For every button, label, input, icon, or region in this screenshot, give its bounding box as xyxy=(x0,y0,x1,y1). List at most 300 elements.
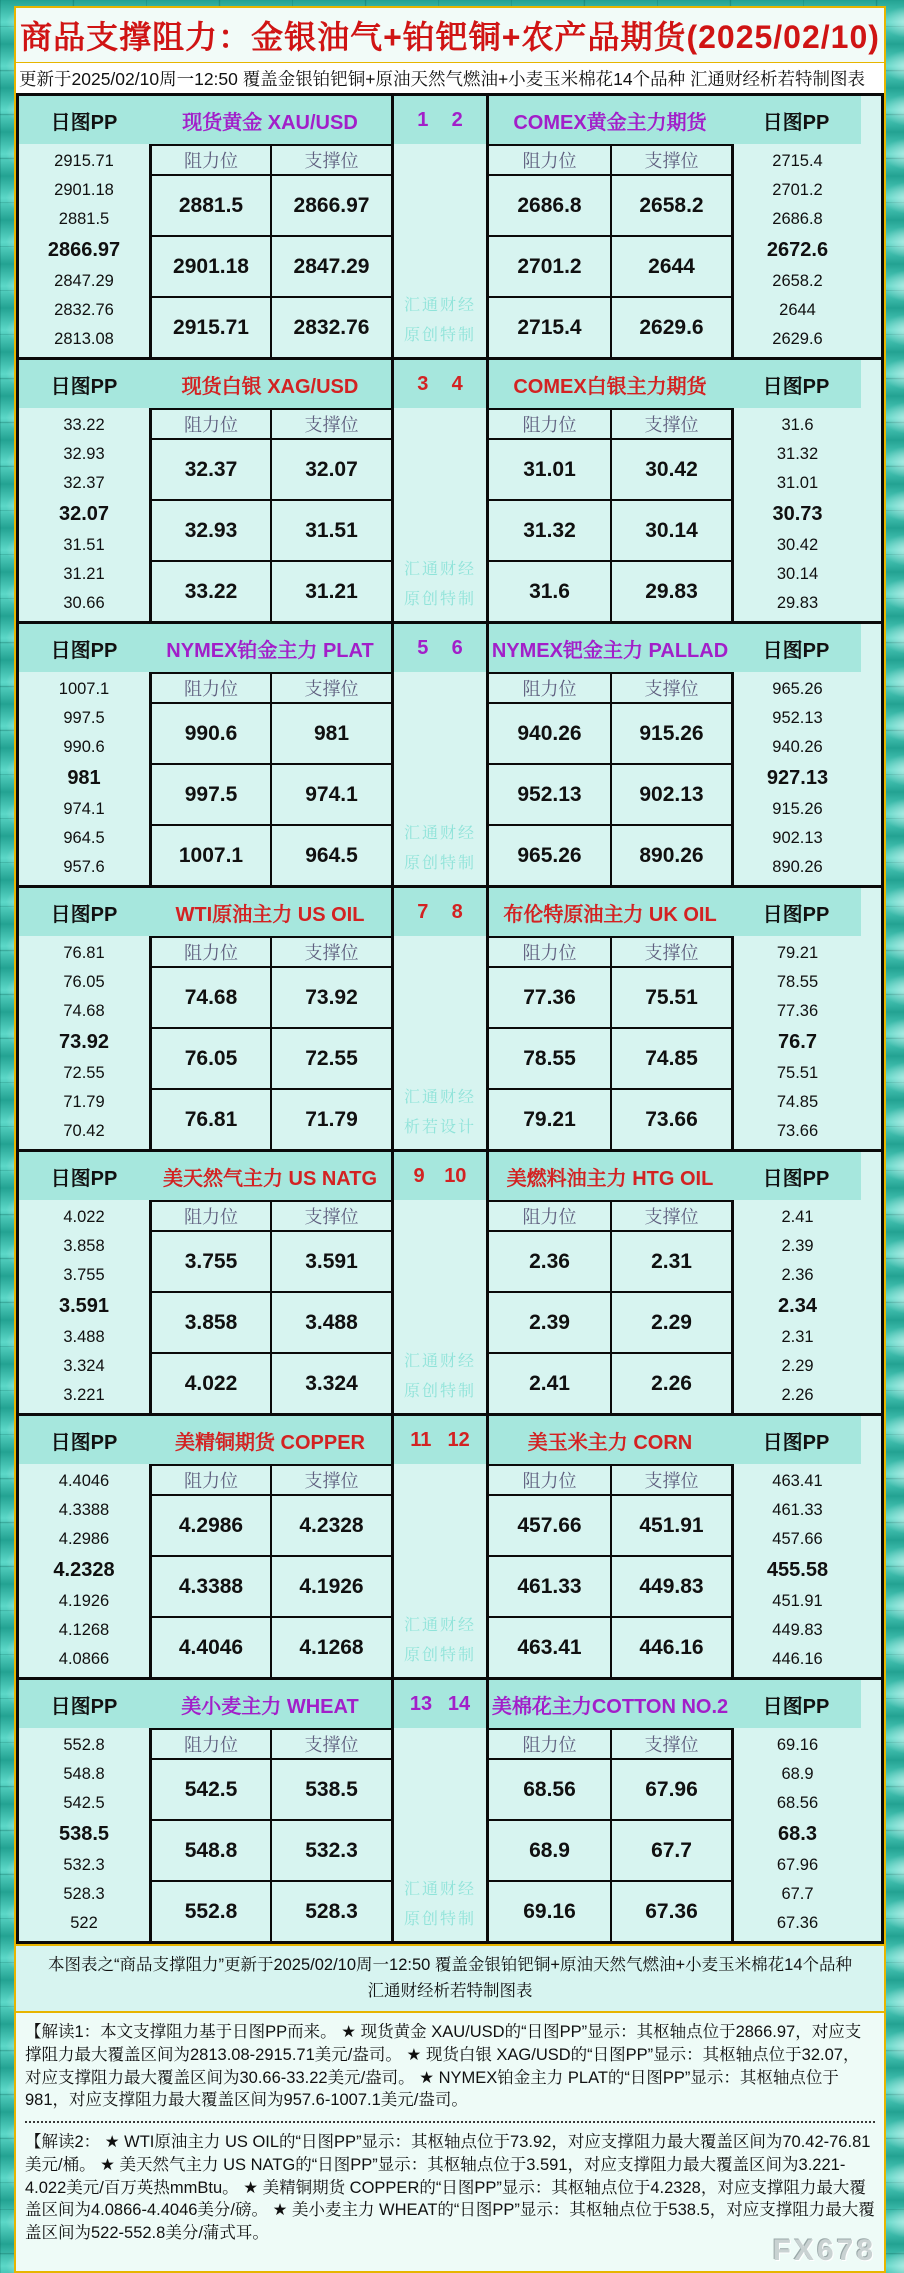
resistance-header-left: 阻力位 xyxy=(149,1728,270,1758)
resistance-header-right: 阻力位 xyxy=(489,1200,610,1230)
support-value: 4.1926 xyxy=(270,1555,391,1616)
instrument-title-right: 美燃料油主力 HTG OIL xyxy=(489,1152,731,1200)
pp-s1: 31.51 xyxy=(63,536,105,554)
title-bar xyxy=(16,8,884,62)
resistance-value: 2715.4 xyxy=(489,296,610,357)
pp-pivot: 68.3 xyxy=(778,1823,817,1845)
instrument-title-left: NYMEX铂金主力 PLAT xyxy=(149,624,391,672)
pp-levels-left xyxy=(19,408,149,621)
pp-r3: 965.26 xyxy=(772,680,823,698)
pp-header-left: 日图PP xyxy=(19,1680,149,1728)
pp-s2: 30.14 xyxy=(776,565,819,583)
resistance-value: 32.93 xyxy=(149,499,270,560)
support-header-right: 支撑位 xyxy=(610,1728,731,1758)
resistance-value: 2881.5 xyxy=(149,174,270,235)
support-value: 73.66 xyxy=(610,1088,731,1149)
pp-r2: 997.5 xyxy=(63,709,105,727)
pp-levels-left xyxy=(19,936,149,1149)
pp-r1: 940.26 xyxy=(772,738,823,756)
support-value: 451.91 xyxy=(610,1494,731,1555)
pp-r1: 457.66 xyxy=(772,1530,823,1548)
resistance-value: 31.01 xyxy=(489,438,610,499)
resistance-value: 74.68 xyxy=(149,966,270,1027)
watermark-cell xyxy=(391,1200,489,1413)
resistance-header-left: 阻力位 xyxy=(149,936,270,966)
support-value: 2658.2 xyxy=(610,174,731,235)
pp-s1: 30.42 xyxy=(776,536,819,554)
resistance-value: 552.8 xyxy=(149,1880,270,1941)
support-value: 71.79 xyxy=(270,1088,391,1149)
pp-s3: 2.26 xyxy=(781,1386,814,1404)
pp-levels-left xyxy=(19,1200,149,1413)
instrument-title-left: 美天然气主力 US NATG xyxy=(149,1152,391,1200)
pp-pivot: 455.58 xyxy=(766,1559,829,1581)
pp-header-right: 日图PP xyxy=(731,624,861,672)
panel-index-cell xyxy=(391,624,489,672)
commodity-row-block xyxy=(19,96,881,357)
watermark-line-1: 汇通财经 xyxy=(403,1881,476,1898)
resistance-value: 463.41 xyxy=(489,1616,610,1677)
support-value: 964.5 xyxy=(270,824,391,885)
support-value: 528.3 xyxy=(270,1880,391,1941)
pp-r3: 463.41 xyxy=(772,1472,823,1490)
pp-s2: 2.29 xyxy=(781,1357,814,1375)
support-value: 4.2328 xyxy=(270,1494,391,1555)
support-value: 974.1 xyxy=(270,763,391,824)
commodity-row-block xyxy=(19,885,881,1149)
note-1: 【解读1：本文支撑阻力基于日图PP而来。 ★ 现货黄金 XAU/USD的“日图PP”显示：其枢轴点位于2866.97，对应支撑阻力最大覆盖区间为2813.08-2915.71美元/盎司。 ★ 现货白银 XAG/USD的“日图PP”显示：其枢轴点位于32.07，对应支撑阻力最大覆盖区间为30.66-33.22美元/盎司。 ★ NYMEX铂金主力 PLAT的“日图PP”显示：其枢轴点位于981，对应支撑阻力最大覆盖区间为957.6-1007.1美元/盎司。 xyxy=(25,2023,862,2110)
pp-r2: 4.3388 xyxy=(58,1501,110,1519)
instrument-title-left: 美精铜期货 COPPER xyxy=(149,1416,391,1464)
pp-levels-right xyxy=(731,144,861,357)
watermark-line-1: 汇通财经 xyxy=(403,825,476,842)
pp-r2: 548.8 xyxy=(63,1765,105,1783)
watermark-line-1: 汇通财经 xyxy=(403,1617,476,1634)
watermark-cell xyxy=(391,408,489,621)
pp-r2: 2701.2 xyxy=(772,181,823,199)
panel-index-cell xyxy=(391,96,489,144)
resistance-value: 69.16 xyxy=(489,1880,610,1941)
instrument-title-left: 美小麦主力 WHEAT xyxy=(149,1680,391,1728)
instrument-title-right: 布伦特原油主力 UK OIL xyxy=(489,888,731,936)
support-value: 29.83 xyxy=(610,560,731,621)
pp-pivot: 4.2328 xyxy=(53,1559,115,1581)
resistance-value: 68.9 xyxy=(489,1819,610,1880)
pp-r3: 69.16 xyxy=(776,1736,819,1754)
support-value: 2866.97 xyxy=(270,174,391,235)
pp-r2: 32.93 xyxy=(63,445,105,463)
pp-header-right: 日图PP xyxy=(731,888,861,936)
resistance-value: 3.755 xyxy=(149,1230,270,1291)
resistance-value: 76.05 xyxy=(149,1027,270,1088)
dotted-divider xyxy=(25,2121,875,2123)
watermark-line-1: 汇通财经 xyxy=(403,297,476,314)
resistance-value: 2.39 xyxy=(489,1291,610,1352)
resistance-header-left: 阻力位 xyxy=(149,144,270,174)
watermark-line-2: 原创特制 xyxy=(403,591,476,608)
pp-s2: 2832.76 xyxy=(54,301,114,319)
pp-s1: 532.3 xyxy=(63,1856,105,1874)
pp-s2: 67.7 xyxy=(781,1885,814,1903)
commodity-row-block xyxy=(19,1677,881,1941)
instrument-title-right: COMEX白银主力期货 xyxy=(489,360,731,408)
panel-index-left: 7 xyxy=(417,900,429,923)
instrument-title-right: 美玉米主力 CORN xyxy=(489,1416,731,1464)
pp-r2: 952.13 xyxy=(772,709,823,727)
pp-r3: 4.4046 xyxy=(58,1472,110,1490)
pp-s2: 964.5 xyxy=(63,829,105,847)
pp-r1: 74.68 xyxy=(63,1002,105,1020)
panel-index-cell xyxy=(391,888,489,936)
panel-index-right: 2 xyxy=(451,108,463,131)
pp-header-left: 日图PP xyxy=(19,360,149,408)
support-value: 2.29 xyxy=(610,1291,731,1352)
pp-pivot: 538.5 xyxy=(58,1823,110,1845)
panel-index-right: 14 xyxy=(447,1692,471,1715)
support-value: 446.16 xyxy=(610,1616,731,1677)
page-title: 商品支撑阻力：金银油气+铂钯铜+农产品期货(2025/02/10) xyxy=(20,19,880,55)
pp-r3: 79.21 xyxy=(776,944,819,962)
panel-index-right: 6 xyxy=(451,636,463,659)
support-header-left: 支撑位 xyxy=(270,672,391,702)
support-header-left: 支撑位 xyxy=(270,1464,391,1494)
pp-r1: 31.01 xyxy=(776,474,819,492)
support-value: 3.488 xyxy=(270,1291,391,1352)
commodity-row-block xyxy=(19,1413,881,1677)
resistance-value: 32.37 xyxy=(149,438,270,499)
instrument-title-right: COMEX黄金主力期货 xyxy=(489,96,731,144)
instrument-title-right: 美棉花主力COTTON NO.2 xyxy=(489,1680,731,1728)
resistance-header-left: 阻力位 xyxy=(149,408,270,438)
pp-levels-right xyxy=(731,936,861,1149)
resistance-value: 78.55 xyxy=(489,1027,610,1088)
commodity-row-block xyxy=(19,357,881,621)
pp-r3: 552.8 xyxy=(63,1736,105,1754)
watermark-line-1: 汇通财经 xyxy=(403,561,476,578)
resistance-value: 3.858 xyxy=(149,1291,270,1352)
pp-pivot: 981 xyxy=(67,767,101,789)
pp-pivot: 2866.97 xyxy=(47,239,121,261)
watermark-cell xyxy=(391,936,489,1149)
resistance-value: 31.6 xyxy=(489,560,610,621)
resistance-header-right: 阻力位 xyxy=(489,1464,610,1494)
support-value: 74.85 xyxy=(610,1027,731,1088)
pp-s2: 4.1268 xyxy=(58,1621,110,1639)
resistance-value: 548.8 xyxy=(149,1819,270,1880)
support-value: 3.591 xyxy=(270,1230,391,1291)
pp-s1: 451.91 xyxy=(772,1592,823,1610)
support-value: 915.26 xyxy=(610,702,731,763)
resistance-value: 997.5 xyxy=(149,763,270,824)
pp-s2: 71.79 xyxy=(63,1093,105,1111)
resistance-value: 2.41 xyxy=(489,1352,610,1413)
pp-pivot: 3.591 xyxy=(58,1295,110,1317)
support-value: 532.3 xyxy=(270,1819,391,1880)
resistance-value: 2701.2 xyxy=(489,235,610,296)
pp-pivot: 30.73 xyxy=(772,503,823,525)
table-summary-bar: 本图表之“商品支撑阻力”更新于2025/02/10周一12:50 覆盖金银铂钯铜+原油天然气燃油+小麦玉米棉花14个品种 汇通财经析若特制图表 xyxy=(16,1944,884,2013)
panel-index-right: 8 xyxy=(451,900,463,923)
panel-index-cell xyxy=(391,1152,489,1200)
pp-r3: 4.022 xyxy=(63,1208,105,1226)
resistance-value: 457.66 xyxy=(489,1494,610,1555)
pp-header-right: 日图PP xyxy=(731,1152,861,1200)
panel-index-cell xyxy=(391,360,489,408)
support-value: 31.51 xyxy=(270,499,391,560)
support-header-left: 支撑位 xyxy=(270,1200,391,1230)
pp-header-left: 日图PP xyxy=(19,1152,149,1200)
pp-s3: 70.42 xyxy=(63,1122,105,1140)
resistance-value: 461.33 xyxy=(489,1555,610,1616)
resistance-header-right: 阻力位 xyxy=(489,672,610,702)
pp-s3: 957.6 xyxy=(63,858,105,876)
watermark-line-1: 汇通财经 xyxy=(403,1089,476,1106)
pp-r2: 68.9 xyxy=(781,1765,814,1783)
pp-r2: 78.55 xyxy=(776,973,819,991)
instrument-title-left: WTI原油主力 US OIL xyxy=(149,888,391,936)
pp-pivot: 2672.6 xyxy=(766,239,829,261)
pp-s3: 522 xyxy=(70,1914,98,1932)
pp-levels-left xyxy=(19,672,149,885)
resistance-value: 965.26 xyxy=(489,824,610,885)
pp-r2: 76.05 xyxy=(63,973,105,991)
resistance-value: 2686.8 xyxy=(489,174,610,235)
pp-r1: 2881.5 xyxy=(58,210,110,228)
fx678-watermark: FX678 xyxy=(772,2233,876,2267)
pp-r2: 2.39 xyxy=(781,1237,814,1255)
note-2: 【解读2： ★ WTI原油主力 US OIL的“日图PP”显示：其枢轴点位于73.92，对应支撑阻力最大覆盖区间为70.42-76.81美元/桶。 ★ 美天然气主力 US NATG的“日图PP”显示：其枢轴点位于3.591，对应支撑阻力最大覆盖区间为3.221-4.022美元/百万英热mmBtu。 ★ 美精铜期货 COPPER的“日图PP”显示：其枢轴点位于4.2328，对应支撑阻力最大覆盖区间为4.0866-4.4046美分/磅。 ★ 美小麦主力 WHEAT的“日图PP”显示：其枢轴点位于538.5，对应支撑阻力最大覆盖区间为522-552.8美分/蒲式耳。 xyxy=(25,2133,875,2243)
support-header-right: 支撑位 xyxy=(610,408,731,438)
support-value: 75.51 xyxy=(610,966,731,1027)
resistance-value: 76.81 xyxy=(149,1088,270,1149)
support-value: 67.7 xyxy=(610,1819,731,1880)
pp-s3: 890.26 xyxy=(772,858,823,876)
support-header-right: 支撑位 xyxy=(610,672,731,702)
pp-header-left: 日图PP xyxy=(19,888,149,936)
content-frame xyxy=(14,6,886,2273)
pp-pivot: 73.92 xyxy=(58,1031,110,1053)
resistance-header-right: 阻力位 xyxy=(489,1728,610,1758)
pp-pivot: 76.7 xyxy=(778,1031,817,1053)
commodity-row-block xyxy=(19,621,881,885)
support-value: 30.14 xyxy=(610,499,731,560)
support-value: 67.96 xyxy=(610,1758,731,1819)
support-header-right: 支撑位 xyxy=(610,936,731,966)
resistance-value: 79.21 xyxy=(489,1088,610,1149)
pp-s2: 902.13 xyxy=(772,829,823,847)
support-header-left: 支撑位 xyxy=(270,408,391,438)
watermark-line-2: 原创特制 xyxy=(403,1911,476,1928)
pp-pivot: 32.07 xyxy=(58,503,110,525)
pp-levels-left xyxy=(19,1464,149,1677)
pp-s1: 3.488 xyxy=(63,1328,105,1346)
pp-s2: 3.324 xyxy=(63,1357,105,1375)
panel-index-right: 10 xyxy=(444,1164,467,1187)
resistance-value: 31.32 xyxy=(489,499,610,560)
pp-s3: 2813.08 xyxy=(54,330,114,348)
pp-r1: 990.6 xyxy=(63,738,105,756)
support-value: 67.36 xyxy=(610,1880,731,1941)
resistance-header-left: 阻力位 xyxy=(149,1464,270,1494)
panel-index-left: 9 xyxy=(413,1164,425,1187)
watermark-cell xyxy=(391,1728,489,1941)
watermark-cell xyxy=(391,1464,489,1677)
watermark-line-2: 原创特制 xyxy=(403,855,476,872)
pp-s1: 4.1926 xyxy=(58,1592,110,1610)
pp-r3: 1007.1 xyxy=(58,680,110,698)
pp-s1: 974.1 xyxy=(63,800,105,818)
resistance-value: 2915.71 xyxy=(149,296,270,357)
instrument-title-right: NYMEX钯金主力 PALLAD xyxy=(489,624,731,672)
pp-s3: 73.66 xyxy=(776,1122,819,1140)
instrument-title-left: 现货白银 XAG/USD xyxy=(149,360,391,408)
pp-pivot: 2.34 xyxy=(778,1295,817,1317)
watermark-line-2: 析若设计 xyxy=(403,1119,476,1136)
resistance-header-left: 阻力位 xyxy=(149,672,270,702)
panel-index-left: 11 xyxy=(410,1428,432,1451)
pp-header-right: 日图PP xyxy=(731,360,861,408)
support-header-left: 支撑位 xyxy=(270,1728,391,1758)
panel-index-right: 12 xyxy=(447,1428,470,1451)
resistance-value: 4.4046 xyxy=(149,1616,270,1677)
pp-r1: 77.36 xyxy=(776,1002,819,1020)
support-value: 981 xyxy=(270,702,391,763)
support-value: 538.5 xyxy=(270,1758,391,1819)
resistance-value: 4.3388 xyxy=(149,1555,270,1616)
commodity-row-block xyxy=(19,1149,881,1413)
resistance-header-right: 阻力位 xyxy=(489,408,610,438)
support-value: 31.21 xyxy=(270,560,391,621)
pp-s1: 72.55 xyxy=(63,1064,105,1082)
pp-r3: 2715.4 xyxy=(772,152,823,170)
resistance-value: 4.022 xyxy=(149,1352,270,1413)
pp-s1: 75.51 xyxy=(776,1064,819,1082)
pp-header-right: 日图PP xyxy=(731,1680,861,1728)
support-value: 32.07 xyxy=(270,438,391,499)
support-header-right: 支撑位 xyxy=(610,1464,731,1494)
resistance-header-right: 阻力位 xyxy=(489,936,610,966)
resistance-value: 68.56 xyxy=(489,1758,610,1819)
resistance-value: 2.36 xyxy=(489,1230,610,1291)
pp-levels-left xyxy=(19,144,149,357)
support-value: 2.31 xyxy=(610,1230,731,1291)
panel-index-cell xyxy=(391,1416,489,1464)
panel-index-left: 5 xyxy=(417,636,429,659)
pp-r3: 33.22 xyxy=(63,416,105,434)
pp-r3: 31.6 xyxy=(781,416,814,434)
pp-r1: 32.37 xyxy=(63,474,105,492)
pp-s3: 2629.6 xyxy=(772,330,823,348)
pp-s3: 4.0866 xyxy=(58,1650,110,1668)
pp-s3: 446.16 xyxy=(772,1650,823,1668)
pp-s1: 2658.2 xyxy=(772,272,823,290)
pp-s1: 915.26 xyxy=(772,800,823,818)
pp-s2: 74.85 xyxy=(776,1093,819,1111)
watermark-cell xyxy=(391,672,489,885)
panel-index-left: 13 xyxy=(409,1692,433,1715)
resistance-value: 952.13 xyxy=(489,763,610,824)
pp-pivot: 927.13 xyxy=(766,767,829,789)
pp-levels-left xyxy=(19,1728,149,1941)
resistance-value: 33.22 xyxy=(149,560,270,621)
pp-s1: 2847.29 xyxy=(54,272,114,290)
pp-s1: 67.96 xyxy=(776,1856,819,1874)
support-value: 72.55 xyxy=(270,1027,391,1088)
support-header-left: 支撑位 xyxy=(270,936,391,966)
support-value: 2629.6 xyxy=(610,296,731,357)
watermark-line-2: 原创特制 xyxy=(403,1383,476,1400)
pp-s3: 30.66 xyxy=(63,594,105,612)
pp-s2: 528.3 xyxy=(63,1885,105,1903)
pp-r1: 542.5 xyxy=(63,1794,105,1812)
support-value: 2644 xyxy=(610,235,731,296)
panel-index-right: 4 xyxy=(451,372,463,395)
update-info-line: 更新于2025/02/10周一12:50 覆盖金银铂钯铜+原油天然气燃油+小麦玉米棉花14个品种 汇通财经析若特制图表 xyxy=(16,62,884,93)
panel-index-left: 1 xyxy=(417,108,429,131)
support-value: 4.1268 xyxy=(270,1616,391,1677)
pp-levels-right xyxy=(731,408,861,621)
pp-header-left: 日图PP xyxy=(19,1416,149,1464)
resistance-value: 4.2986 xyxy=(149,1494,270,1555)
panel-index-left: 3 xyxy=(417,372,429,395)
pp-s2: 2644 xyxy=(779,301,816,319)
pp-s3: 29.83 xyxy=(776,594,819,612)
notes-section xyxy=(16,2013,884,2271)
pp-s3: 3.221 xyxy=(63,1386,105,1404)
pp-s1: 2.31 xyxy=(781,1328,814,1346)
resistance-value: 542.5 xyxy=(149,1758,270,1819)
resistance-header-left: 阻力位 xyxy=(149,1200,270,1230)
pp-r1: 4.2986 xyxy=(58,1530,110,1548)
pp-s2: 31.21 xyxy=(63,565,105,583)
pp-levels-right xyxy=(731,1200,861,1413)
watermark-line-1: 汇通财经 xyxy=(403,1353,476,1370)
panel-index-cell xyxy=(391,1680,489,1728)
support-header-right: 支撑位 xyxy=(610,144,731,174)
pp-r3: 2915.71 xyxy=(54,152,114,170)
support-header-right: 支撑位 xyxy=(610,1200,731,1230)
pp-s3: 67.36 xyxy=(776,1914,819,1932)
pp-header-left: 日图PP xyxy=(19,624,149,672)
watermark-cell xyxy=(391,144,489,357)
pp-header-right: 日图PP xyxy=(731,1416,861,1464)
support-value: 449.83 xyxy=(610,1555,731,1616)
pp-r1: 2.36 xyxy=(781,1266,814,1284)
pp-r1: 2686.8 xyxy=(772,210,823,228)
resistance-value: 1007.1 xyxy=(149,824,270,885)
pp-header-left: 日图PP xyxy=(19,96,149,144)
pp-header-right: 日图PP xyxy=(731,96,861,144)
watermark-line-2: 原创特制 xyxy=(403,1647,476,1664)
support-value: 902.13 xyxy=(610,763,731,824)
resistance-value: 940.26 xyxy=(489,702,610,763)
support-header-left: 支撑位 xyxy=(270,144,391,174)
pp-r2: 31.32 xyxy=(776,445,819,463)
pp-levels-right xyxy=(731,672,861,885)
pp-r1: 68.56 xyxy=(776,1794,819,1812)
resistance-value: 990.6 xyxy=(149,702,270,763)
pp-r1: 3.755 xyxy=(63,1266,105,1284)
pp-r2: 2901.18 xyxy=(54,181,114,199)
watermark-line-2: 原创特制 xyxy=(403,327,476,344)
pp-r2: 3.858 xyxy=(63,1237,105,1255)
pp-levels-right xyxy=(731,1728,861,1941)
resistance-value: 77.36 xyxy=(489,966,610,1027)
pp-r2: 461.33 xyxy=(772,1501,823,1519)
pp-s2: 449.83 xyxy=(772,1621,823,1639)
support-value: 3.324 xyxy=(270,1352,391,1413)
support-value: 2832.76 xyxy=(270,296,391,357)
